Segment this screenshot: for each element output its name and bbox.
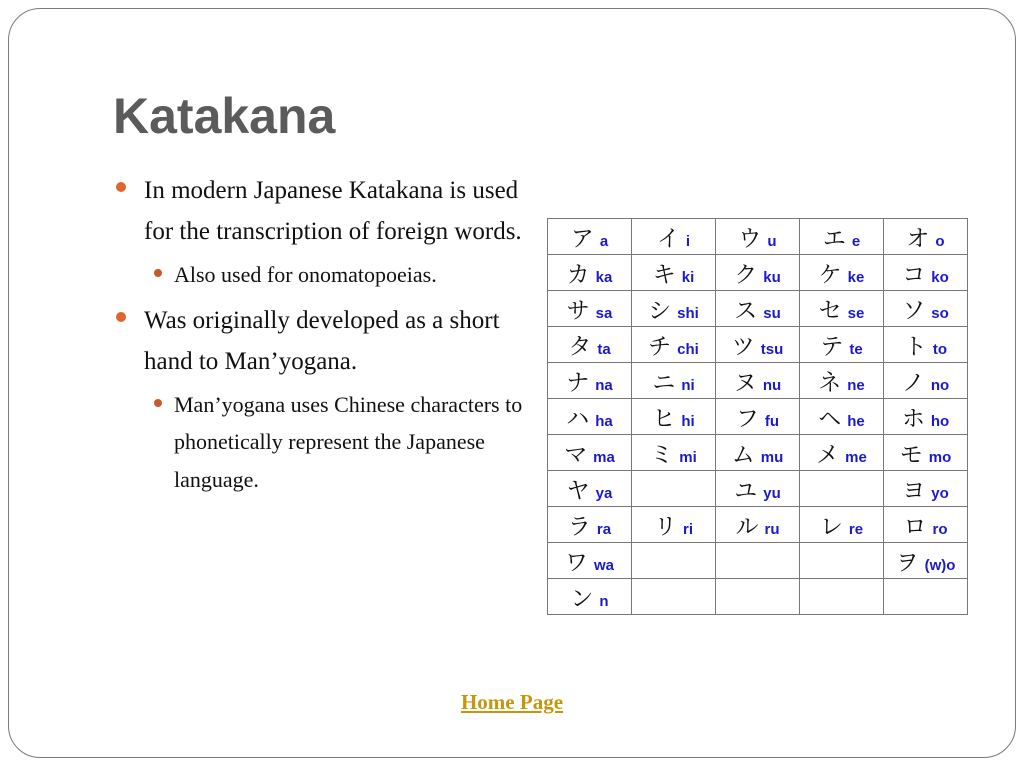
kana-character: ノ	[901, 370, 925, 396]
table-cell	[800, 291, 884, 327]
table-cell	[800, 471, 884, 507]
table-cell	[548, 579, 632, 615]
romaji-label: ho	[930, 413, 950, 430]
romaji-label: ne	[847, 377, 865, 394]
kana-character: タ	[568, 334, 592, 360]
kana-character: フ	[735, 406, 759, 432]
table-row	[548, 579, 968, 615]
romaji-label: fu	[764, 413, 780, 430]
romaji-label: yu	[763, 485, 781, 502]
romaji-label: a	[599, 233, 609, 250]
table-cell	[884, 579, 968, 615]
romaji-label: n	[599, 593, 609, 610]
romaji-label: u	[767, 233, 777, 250]
romaji-label: ma	[593, 449, 615, 466]
table-cell	[716, 255, 800, 291]
kana-character: ク	[734, 262, 758, 288]
table-cell	[548, 399, 632, 435]
bullet-text: In modern Japanese Katakana is used for the transcription of foreign words.	[144, 177, 522, 245]
kana-character: ム	[731, 442, 755, 468]
romaji-label: ra	[596, 521, 612, 538]
kana-character: サ	[566, 298, 590, 324]
sub-bullet-item	[112, 256, 527, 294]
romaji-label: e	[851, 233, 861, 250]
bullet-dot-icon	[154, 399, 162, 407]
romaji-label: so	[931, 305, 949, 322]
table-row	[548, 363, 968, 399]
table-cell	[800, 543, 884, 579]
table-cell	[716, 507, 800, 543]
kana-character: モ	[899, 442, 923, 468]
table-cell	[716, 579, 800, 615]
table-cell	[884, 327, 968, 363]
sub-bullet-text: Man’yogana uses Chinese characters to phonetically represent the Japanese language.	[174, 391, 523, 492]
table-cell	[716, 399, 800, 435]
table-cell	[800, 435, 884, 471]
romaji-label: ru	[764, 521, 780, 538]
table-cell	[632, 507, 716, 543]
kana-character: ハ	[566, 406, 590, 432]
kana-character: ル	[735, 514, 759, 540]
home-page-link[interactable]: Home Page	[460, 690, 564, 714]
romaji-label: chi	[677, 341, 699, 358]
table-cell	[884, 363, 968, 399]
table-cell	[884, 507, 968, 543]
kana-character: ロ	[903, 514, 927, 540]
bullet-dot-icon	[154, 269, 162, 277]
kana-character: イ	[656, 226, 680, 252]
table-cell	[716, 219, 800, 255]
bullet-dot-icon	[116, 312, 126, 322]
table-cell	[884, 543, 968, 579]
kana-character: ワ	[564, 550, 588, 576]
sub-bullet-item	[112, 386, 527, 499]
kana-character: リ	[653, 514, 677, 540]
romaji-label: yo	[931, 485, 949, 502]
table-cell	[548, 363, 632, 399]
romaji-label: na	[595, 377, 613, 394]
kana-character: ヒ	[652, 406, 676, 432]
table-cell	[716, 291, 800, 327]
table-cell	[632, 399, 716, 435]
table-cell	[632, 579, 716, 615]
kana-character: ア	[570, 226, 594, 252]
table-row	[548, 327, 968, 363]
table-cell	[548, 255, 632, 291]
romaji-label: mu	[760, 449, 784, 466]
romaji-label: ri	[682, 521, 693, 538]
romaji-label: ke	[847, 269, 865, 286]
table-cell	[884, 435, 968, 471]
table-cell	[716, 435, 800, 471]
table-cell	[800, 327, 884, 363]
bullet-item	[112, 170, 527, 252]
table-cell	[632, 327, 716, 363]
table-cell	[800, 219, 884, 255]
kana-character: チ	[648, 334, 672, 360]
romaji-label: ya	[595, 485, 613, 502]
bullet-dot-icon	[116, 182, 126, 192]
table-cell	[548, 543, 632, 579]
table-cell	[884, 255, 968, 291]
kana-character: ヘ	[818, 406, 842, 432]
kana-character: ス	[734, 298, 758, 324]
romaji-label: mi	[679, 449, 697, 466]
romaji-label: i	[685, 233, 691, 250]
kana-character: ト	[903, 334, 927, 360]
table-cell	[884, 399, 968, 435]
romaji-label: me	[845, 449, 867, 466]
romaji-label: ni	[681, 377, 695, 394]
table-row	[548, 543, 968, 579]
table-cell	[632, 255, 716, 291]
romaji-label: nu	[762, 377, 782, 394]
romaji-label: ro	[932, 521, 948, 538]
table-cell	[548, 219, 632, 255]
katakana-table	[547, 218, 968, 615]
table-cell	[884, 471, 968, 507]
kana-character: シ	[648, 298, 672, 324]
romaji-label: ki	[681, 269, 695, 286]
kana-character: エ	[822, 226, 846, 252]
kana-character: マ	[564, 442, 588, 468]
romaji-label: wa	[593, 557, 614, 574]
kana-character: メ	[816, 442, 840, 468]
romaji-label: to	[932, 341, 948, 358]
katakana-table-body	[548, 219, 968, 615]
kana-character: ソ	[902, 298, 926, 324]
table-cell	[548, 435, 632, 471]
table-row	[548, 399, 968, 435]
romaji-label: tsu	[760, 341, 784, 358]
romaji-label: o	[935, 233, 945, 250]
kana-character: カ	[566, 262, 590, 288]
kana-character: ヲ	[895, 550, 919, 576]
kana-character: ナ	[566, 370, 590, 396]
romaji-label: ka	[595, 269, 613, 286]
table-cell	[632, 435, 716, 471]
romaji-label: hi	[681, 413, 695, 430]
kana-character: テ	[820, 334, 844, 360]
romaji-label: (w)o	[924, 557, 956, 574]
table-cell	[800, 579, 884, 615]
table-cell	[632, 219, 716, 255]
kana-character: ヨ	[902, 478, 926, 504]
romaji-label: he	[847, 413, 865, 430]
table-row	[548, 255, 968, 291]
kana-character: ラ	[567, 514, 591, 540]
table-cell	[800, 399, 884, 435]
table-cell	[800, 255, 884, 291]
table-cell	[548, 471, 632, 507]
slide-title: Katakana	[113, 88, 336, 144]
table-cell	[716, 327, 800, 363]
kana-character: ユ	[734, 478, 758, 504]
table-cell	[632, 291, 716, 327]
table-cell	[884, 291, 968, 327]
romaji-label: ha	[595, 413, 613, 430]
kana-character: ツ	[731, 334, 755, 360]
table-row	[548, 435, 968, 471]
kana-character: ン	[570, 586, 594, 612]
kana-character: キ	[652, 262, 676, 288]
romaji-label: ta	[597, 341, 611, 358]
romaji-label: mo	[928, 449, 952, 466]
table-cell	[632, 471, 716, 507]
romaji-label: ku	[763, 269, 781, 286]
kana-character: ヌ	[733, 370, 757, 396]
table-cell	[716, 471, 800, 507]
bullet-text: Was originally developed as a short hand to Man’yogana.	[144, 306, 500, 375]
romaji-label: se	[847, 305, 865, 322]
kana-character: レ	[819, 514, 843, 540]
bullet-list	[112, 170, 527, 504]
table-row	[548, 219, 968, 255]
table-cell	[800, 363, 884, 399]
romaji-label: no	[930, 377, 950, 394]
bullet-item	[112, 300, 527, 382]
kana-character: ニ	[652, 370, 676, 396]
kana-character: ヤ	[566, 478, 590, 504]
romaji-label: shi	[677, 305, 699, 322]
romaji-label: re	[848, 521, 864, 538]
sub-bullet-text: Also used for onomatopoeias.	[174, 262, 437, 287]
table-cell	[884, 219, 968, 255]
kana-character: ホ	[901, 406, 925, 432]
kana-character: ケ	[818, 262, 842, 288]
table-cell	[548, 507, 632, 543]
table-cell	[548, 327, 632, 363]
romaji-label: ko	[931, 269, 949, 286]
romaji-label: su	[763, 305, 781, 322]
table-cell	[800, 507, 884, 543]
table-row	[548, 291, 968, 327]
table-row	[548, 507, 968, 543]
table-cell	[632, 543, 716, 579]
romaji-label: sa	[595, 305, 613, 322]
kana-character: セ	[818, 298, 842, 324]
kana-character: ミ	[650, 442, 674, 468]
table-cell	[632, 363, 716, 399]
kana-character: ネ	[818, 370, 842, 396]
kana-character: オ	[906, 226, 930, 252]
table-cell	[716, 543, 800, 579]
kana-character: ウ	[738, 226, 762, 252]
kana-character: コ	[902, 262, 926, 288]
table-cell	[716, 363, 800, 399]
table-row	[548, 471, 968, 507]
romaji-label: te	[849, 341, 863, 358]
table-cell	[548, 291, 632, 327]
